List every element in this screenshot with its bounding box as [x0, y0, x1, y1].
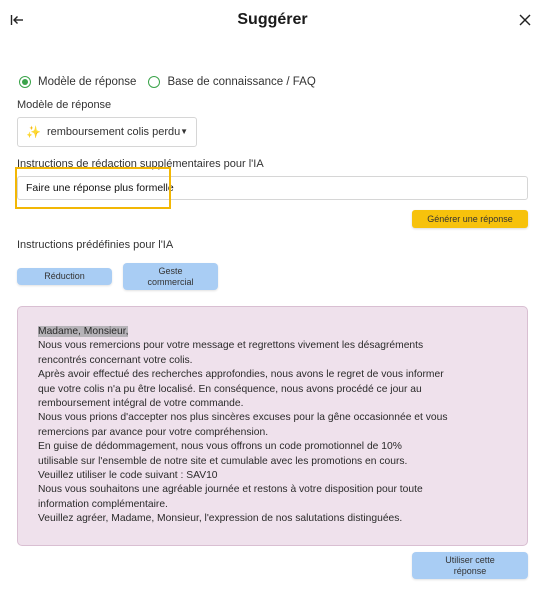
response-line: utilisable sur l'ensemble de notre site et cumulable avec les promotions en cours.	[38, 455, 408, 467]
generate-response-button[interactable]: Générer une réponse	[412, 210, 528, 228]
response-line: remercions par avance pour votre compréhension.	[38, 426, 269, 438]
generated-response[interactable]	[17, 306, 528, 546]
predefined-label: Instructions prédéfinies pour l'IA	[17, 239, 174, 251]
response-line: Nous vous souhaitons une agréable journée et restons à votre disposition pour toute	[38, 484, 423, 496]
response-line: information complémentaire.	[38, 498, 168, 510]
radio-template[interactable]	[19, 76, 31, 88]
response-line: que votre colis n'a pu être localisé. En conséquence, nous avons procédé ce jour au	[38, 383, 422, 395]
response-line: Après avoir effectué des recherches approfondies, nous avons le regret de vous informer	[38, 369, 444, 381]
radio-faq[interactable]	[148, 76, 160, 88]
dialog-header	[0, 0, 545, 42]
reduction-button[interactable]: Réduction	[17, 268, 112, 285]
commercial-gesture-button[interactable]: Geste commercial	[123, 263, 218, 290]
close-icon[interactable]	[518, 13, 532, 27]
radio-template-label: Modèle de réponse	[38, 76, 137, 88]
response-line: rencontrés concernant votre colis.	[38, 354, 193, 366]
template-select-value: remboursement colis perdu	[46, 126, 181, 138]
template-label: Modèle de réponse	[17, 99, 112, 111]
sparkle-icon: ✨	[26, 125, 41, 139]
radio-faq-option[interactable]	[148, 76, 315, 88]
caret-down-icon: ▼	[180, 127, 188, 136]
instructions-label: Instructions de rédaction supplémentaires pour l'IA	[17, 158, 264, 170]
template-select[interactable]	[17, 117, 197, 147]
radio-faq-label: Base de connaissance / FAQ	[167, 76, 316, 88]
response-line: Madame, Monsieur,	[38, 326, 129, 337]
response-line: Nous vous remercions pour votre message et regrettons vivement les désagréments	[38, 340, 424, 352]
response-line: remboursement intégral de votre commande.	[38, 398, 244, 410]
dialog-title: Suggérer	[237, 11, 308, 28]
source-radio-group	[19, 73, 328, 91]
use-response-button[interactable]: Utiliser cette réponse	[412, 552, 528, 579]
response-line: Nous vous prions d'accepter nos plus sincères excuses pour la gêne occasionnée et vous	[38, 412, 448, 424]
response-line: En guise de dédommagement, nous vous offrons un code promotionnel de 10%	[38, 441, 402, 453]
radio-template-option[interactable]	[19, 76, 136, 88]
response-line: Veuillez agréer, Madame, Monsieur, l'expression de nos salutations distinguées.	[38, 513, 403, 525]
response-line: Veuillez utiliser le code suivant : SAV10	[38, 470, 218, 482]
instructions-input[interactable]	[17, 176, 528, 200]
